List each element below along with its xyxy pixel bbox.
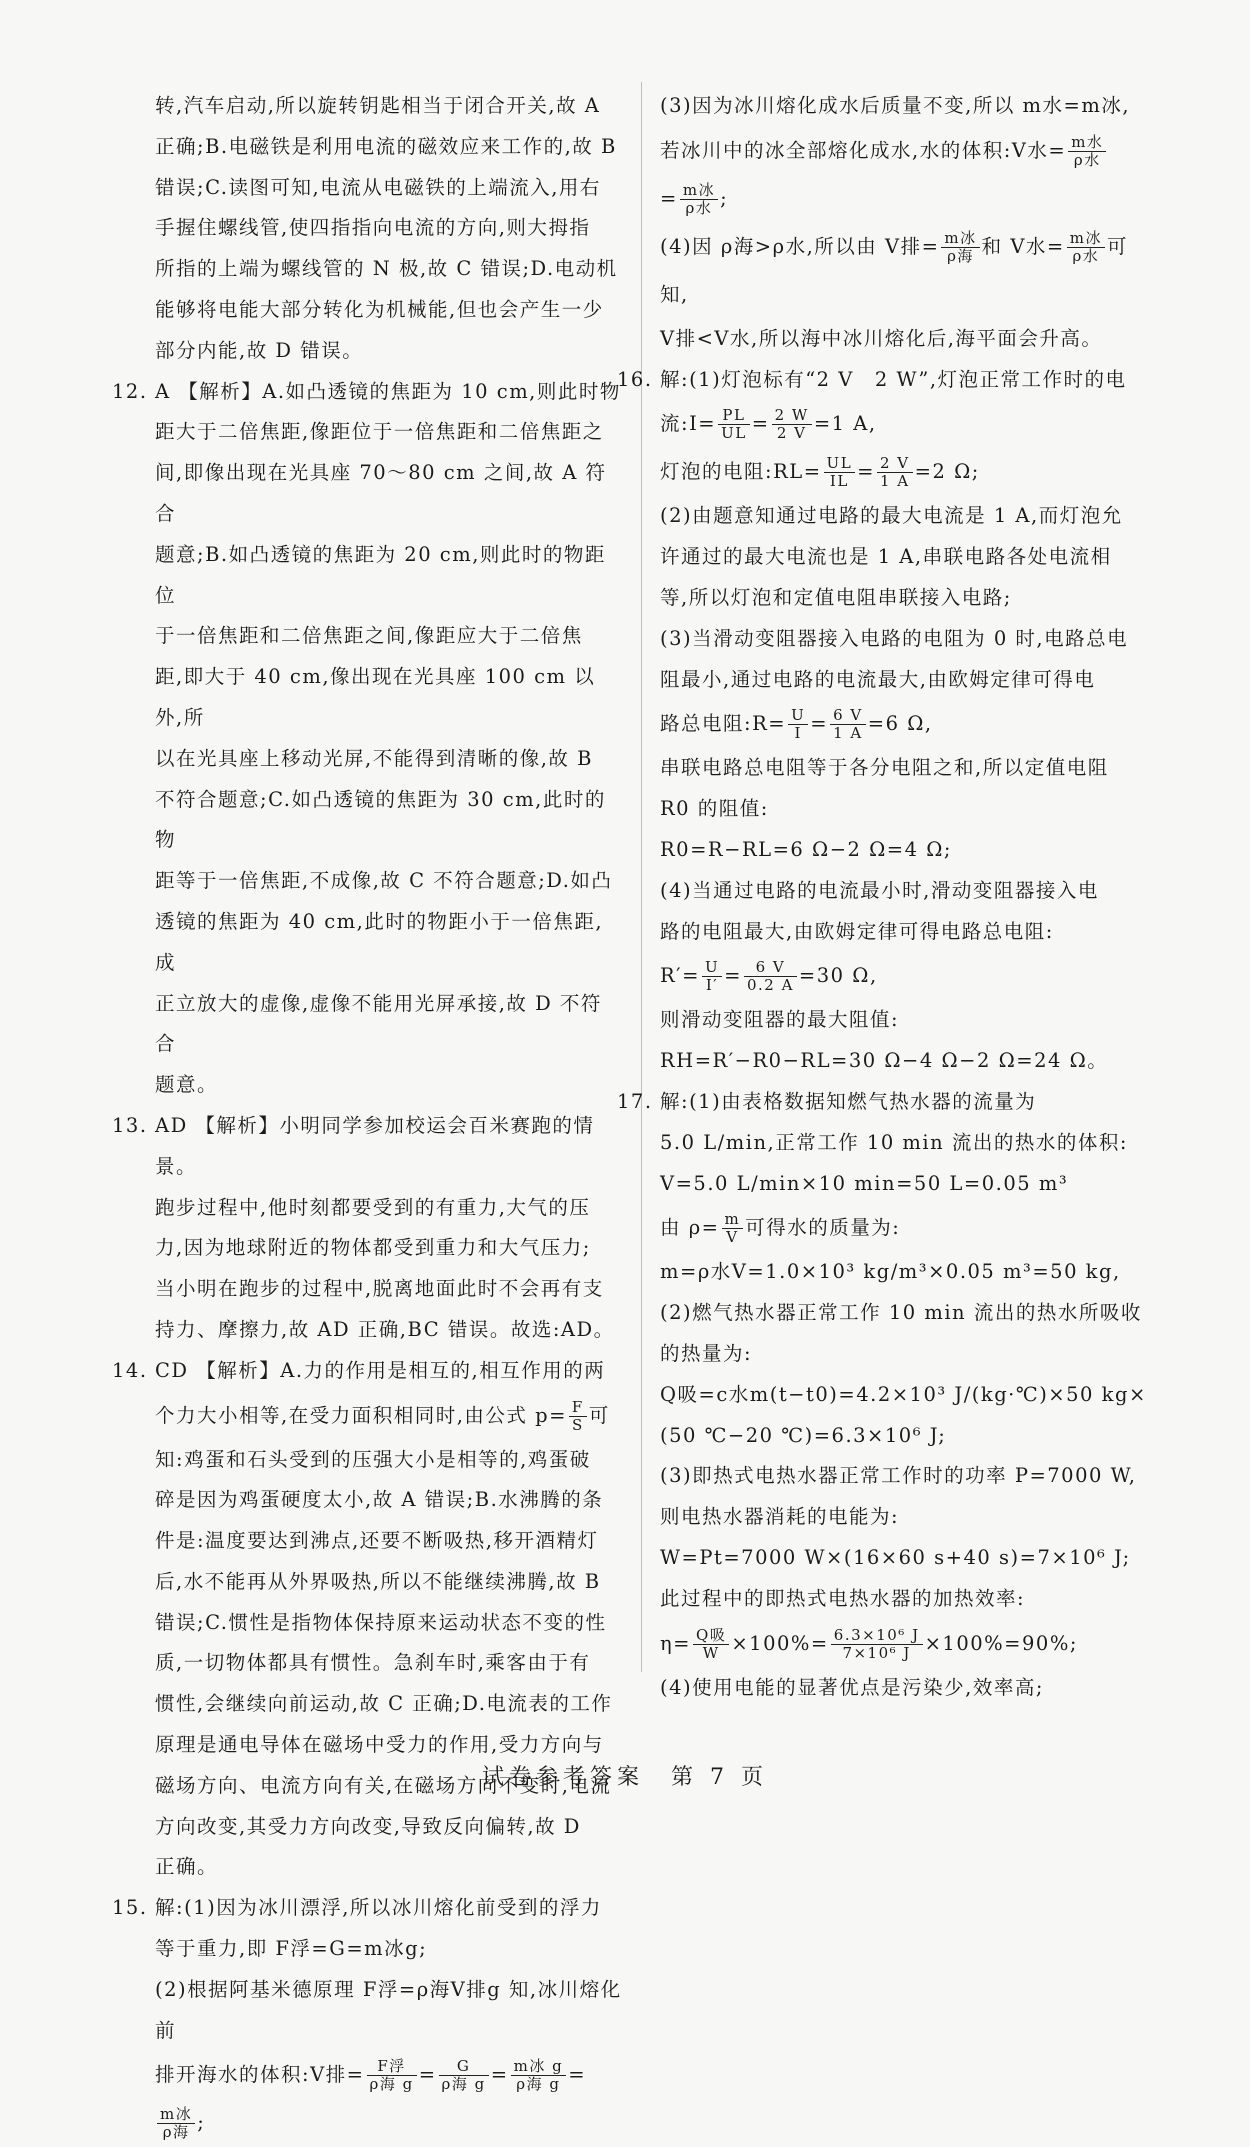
fraction bbox=[702, 959, 722, 994]
text-span: ×100%= bbox=[731, 1631, 829, 1655]
text-line: 串联电路总电阻等于各分电阻之和,所以定值电阻 bbox=[660, 756, 1109, 780]
text-line: 解:(1)因为冰川漂浮,所以冰川熔化前受到的浮力 bbox=[155, 1896, 602, 1920]
text-line: 件是:温度要达到沸点,还要不断吸热,移开酒精灯 bbox=[155, 1529, 599, 1553]
numerator: 2 W bbox=[772, 407, 812, 425]
denominator: V bbox=[726, 1228, 739, 1247]
numerator: UL bbox=[824, 455, 856, 473]
text-line: 解:(1)由表格数据知燃气热水器的流量为 bbox=[660, 1089, 1037, 1113]
text-line: AD 【解析】小明同学参加校运会百米赛跑的情景。 bbox=[155, 1113, 595, 1178]
text-line: 距,即大于 40 cm,像出现在光具座 100 cm 以外,所 bbox=[155, 665, 596, 729]
text-line: R0=R−RL=6 Ω−2 Ω=4 Ω; bbox=[660, 837, 952, 861]
text-span: 和 V水= bbox=[981, 234, 1065, 258]
denominator: 7×10⁶ J bbox=[842, 1643, 911, 1662]
numerator: F bbox=[569, 1399, 587, 1417]
text-span: =30 Ω, bbox=[798, 964, 878, 988]
question-number: 17. bbox=[617, 1089, 653, 1113]
text-line: 力,因为地球附近的物体都受到重力和大气压力; bbox=[155, 1236, 591, 1260]
text-line: (2)燃气热水器正常工作 10 min 流出的热水所吸收 bbox=[660, 1301, 1142, 1325]
fraction bbox=[1068, 134, 1106, 169]
text-line: 能够将电能大部分转化为机械能,但也会产生一少 bbox=[155, 297, 604, 321]
text-line: 手握住螺线管,使四指指向电流的方向,则大拇指 bbox=[155, 216, 591, 240]
numerator: m冰 bbox=[157, 2106, 195, 2124]
text-span: 若冰川中的冰全部熔化成水,水的体积:V水= bbox=[660, 138, 1067, 162]
text-line: 磁场方向、电流方向有关,在磁场方向不变时,电流 bbox=[155, 1773, 612, 1797]
fraction bbox=[830, 707, 866, 742]
denominator: IL bbox=[829, 472, 849, 491]
text-line: V=5.0 L/min×10 min=50 L=0.05 m³ bbox=[660, 1171, 1069, 1195]
text-line: 惯性,会继续向前运动,故 C 正确;D.电流表的工作 bbox=[155, 1692, 613, 1716]
text-line: (3)当滑动变阻器接入电路的电阻为 0 时,电路总电 bbox=[660, 626, 1129, 650]
fraction bbox=[772, 407, 812, 442]
text-line: CD 【解析】A.力的作用是相互的,相互作用的两 bbox=[155, 1358, 606, 1382]
text-span: 可得水的质量为: bbox=[745, 1216, 901, 1240]
text-span: =2 Ω; bbox=[914, 460, 980, 484]
question-15-continued bbox=[660, 86, 1148, 360]
text-span: ; bbox=[197, 2111, 206, 2135]
text-line: 题意。 bbox=[155, 1073, 219, 1097]
fraction bbox=[569, 1399, 587, 1434]
text-span: 可 bbox=[588, 1403, 610, 1427]
numerator: m冰 g bbox=[511, 2058, 567, 2076]
text-span: ; bbox=[720, 186, 729, 210]
text-span: 流:I= bbox=[660, 412, 717, 436]
denominator: ρ海 g bbox=[516, 2075, 561, 2094]
text-line: (50 ℃−20 ℃)=6.3×10⁶ J; bbox=[660, 1423, 947, 1447]
formula-line bbox=[155, 1392, 622, 1440]
question-16 bbox=[617, 360, 1148, 1082]
denominator: 2 V bbox=[776, 424, 807, 443]
text-line: W=Pt=7000 W×(16×60 s+40 s)=7×10⁶ J; bbox=[660, 1545, 1131, 1569]
denominator: ρ海 g bbox=[441, 2075, 486, 2094]
text-line: A 【解析】A.如凸透镜的焦距为 10 cm,则此时物 bbox=[155, 379, 621, 403]
formula-line bbox=[660, 1204, 1148, 1252]
text-line: (2)由题意知通过电路的最大电流是 1 A,而灯泡允 bbox=[660, 504, 1123, 528]
fraction bbox=[788, 707, 808, 742]
fraction bbox=[744, 959, 797, 994]
text-line: m=ρ水V=1.0×10³ kg/m³×0.05 m³=50 kg, bbox=[660, 1260, 1121, 1284]
text-line: 正确;B.电磁铁是利用电流的磁效应来工作的,故 B bbox=[155, 134, 617, 158]
text-line: 阻最小,通过电路的电流最大,由欧姆定律可得电 bbox=[660, 667, 1096, 691]
text-span: 个力大小相等,在受力面积相同时,由公式 p= bbox=[155, 1403, 567, 1427]
numerator: 6 V bbox=[830, 707, 866, 725]
fraction bbox=[831, 1627, 923, 1662]
formula-line bbox=[660, 223, 1148, 319]
text-line: 错误;C.惯性是指物体保持原来运动状态不变的性 bbox=[155, 1610, 607, 1634]
numerator: m冰 bbox=[1067, 230, 1105, 248]
fraction bbox=[722, 1211, 744, 1246]
text-line: 部分内能,故 D 错误。 bbox=[155, 338, 364, 362]
denominator: ρ海 bbox=[162, 2123, 190, 2142]
fraction bbox=[824, 455, 856, 490]
text-span: ×100%=90%; bbox=[924, 1631, 1078, 1655]
text-line: Q吸=c水m(t−t0)=4.2×10³ J/(kg·℃)×50 kg× bbox=[660, 1382, 1147, 1406]
text-line: 间,即像出现在光具座 70～80 cm 之间,故 A 符合 bbox=[155, 461, 607, 525]
text-line: (3)即热式电热水器正常工作时的功率 P=7000 W, bbox=[660, 1464, 1137, 1488]
numerator: 6.3×10⁶ J bbox=[831, 1627, 923, 1645]
text-line: 透镜的焦距为 40 cm,此时的物距小于一倍焦距,成 bbox=[155, 909, 604, 974]
left-column bbox=[112, 86, 622, 2147]
formula-line: 排开海水的体积:V排= $\frac{\text{F浮}}{\text{ρ海 g}}$ = $\frac{G}{\text{ρ海 g}}$ = $\frac{\text{m冰 g}}{\text{ρ海 g}}$ = $\frac{\text{m冰}}{\text{ρ海}}$ ; bbox=[155, 2057, 587, 2142]
formula-line: 流:I= $\frac{PL}{UL}$ = $\frac{2 W}{2 V}$ =1 A, bbox=[660, 406, 877, 443]
numerator: Q吸 bbox=[693, 1627, 729, 1645]
text-span: η= bbox=[660, 1631, 692, 1655]
numerator: U bbox=[788, 707, 808, 725]
text-line: R0 的阻值: bbox=[660, 797, 769, 821]
numerator: m bbox=[722, 1211, 744, 1229]
text-line: (4)使用电能的显著优点是污染少,效率高; bbox=[660, 1675, 1044, 1699]
text-line: 题意;B.如凸透镜的焦距为 20 cm,则此时的物距位 bbox=[155, 542, 606, 607]
denominator: 1 A bbox=[833, 724, 863, 743]
numerator: U bbox=[702, 959, 722, 977]
formula-line: 路总电阻:R= $\frac{U}{I}$ = $\frac{6 V}{1 A}$ =6 Ω, bbox=[660, 706, 933, 743]
text-line: 不符合题意;C.如凸透镜的焦距为 30 cm,此时的物 bbox=[155, 787, 606, 852]
text-line: (2)根据阿基米德原理 F浮=ρ海V排g 知,冰川熔化前 bbox=[155, 1977, 622, 2042]
text-span: (4)因 ρ海>ρ水,所以由 V排= bbox=[660, 234, 940, 258]
fraction bbox=[877, 455, 913, 490]
text-line: 转,汽车启动,所以旋转钥匙相当于闭合开关,故 A bbox=[155, 94, 601, 117]
text-line: 原理是通电导体在磁场中受力的作用,受力方向与 bbox=[155, 1733, 604, 1757]
text-line: 解:(1)灯泡标有“2 V 2 W”,灯泡正常工作时的电 bbox=[660, 367, 1127, 391]
text-line: 所指的上端为螺线管的 N 极,故 C 错误;D.电动机 bbox=[155, 257, 618, 281]
fraction bbox=[439, 2058, 489, 2093]
text-line: 于一倍焦距和二倍焦距之间,像距应大于二倍焦 bbox=[155, 624, 583, 648]
numerator: G bbox=[439, 2058, 489, 2076]
text-span: R′= bbox=[660, 964, 700, 988]
fraction bbox=[1067, 230, 1105, 265]
question-number: 12. bbox=[112, 379, 148, 403]
page-footer: 试卷参考答案 第 7 页 bbox=[482, 1765, 768, 1790]
text-line: 当小明在跑步的过程中,脱离地面此时不会再有支 bbox=[155, 1277, 604, 1301]
text-line: 正立放大的虚像,虚像不能用光屏承接,故 D 不符合 bbox=[155, 991, 602, 1056]
denominator: ρ水 bbox=[1072, 246, 1100, 265]
right-column bbox=[617, 86, 1148, 1708]
text-line: 碎是因为鸡蛋硬度太小,故 A 错误;B.水沸腾的条 bbox=[155, 1488, 604, 1512]
text-line: 路的电阻最大,由欧姆定律可得电路总电阻: bbox=[660, 919, 1054, 943]
numerator: 2 V bbox=[877, 455, 913, 473]
text-line: 质,一切物体都具有惯性。急刹车时,乘客由于有 bbox=[155, 1651, 591, 1675]
question-number: 15. bbox=[112, 1896, 148, 1920]
numerator: 6 V bbox=[744, 959, 797, 977]
text-line: 知:鸡蛋和石头受到的压强大小是相等的,鸡蛋破 bbox=[155, 1447, 591, 1471]
text-line: 5.0 L/min,正常工作 10 min 流出的热水的体积: bbox=[660, 1130, 1128, 1154]
numerator: PL bbox=[718, 407, 750, 425]
text-line: 正确。 bbox=[155, 1855, 219, 1879]
text-line: 跑步过程中,他时刻都要受到的有重力,大气的压 bbox=[155, 1195, 591, 1219]
text-span: 排开海水的体积:V排= bbox=[155, 2063, 365, 2087]
denominator: S bbox=[571, 1415, 584, 1434]
formula-line bbox=[660, 1620, 1148, 1668]
text-span: 路总电阻:R= bbox=[660, 712, 787, 736]
text-line: 则电热水器消耗的电能为: bbox=[660, 1505, 900, 1529]
fraction bbox=[718, 407, 750, 442]
formula-line bbox=[660, 127, 1148, 175]
text-line: 后,水不能再从外界吸热,所以不能继续沸腾,故 B bbox=[155, 1569, 601, 1593]
fraction bbox=[511, 2058, 567, 2093]
text-line: V排<V水,所以海中冰川熔化后,海平面会升高。 bbox=[660, 326, 1103, 350]
numerator: m冰 bbox=[680, 182, 718, 200]
text-line: 此过程中的即热式电热水器的加热效率: bbox=[660, 1586, 1026, 1610]
text-span: =6 Ω, bbox=[867, 712, 933, 736]
formula-line: R′= $\frac{U}{I'}$ = $\frac{6 V}{0.2 A}$ =30 Ω, bbox=[660, 958, 878, 995]
text-span: 可知, bbox=[660, 234, 1129, 306]
fraction bbox=[693, 1627, 729, 1662]
denominator: UL bbox=[721, 424, 747, 443]
denominator: ρ水 bbox=[1073, 150, 1101, 169]
text-line: 的热量为: bbox=[660, 1341, 753, 1365]
question-number: 14. bbox=[112, 1358, 148, 1382]
denominator: ρ水 bbox=[685, 198, 713, 217]
question-15 bbox=[112, 1888, 622, 2147]
text-line: 则滑动变阻器的最大阻值: bbox=[660, 1008, 900, 1032]
fraction bbox=[941, 230, 979, 265]
question-17 bbox=[617, 1082, 1148, 1708]
text-line: 以在光具座上移动光屏,不能得到清晰的像,故 B bbox=[155, 746, 593, 770]
formula-line: 灯泡的电阻:RL= $\frac{UL}{IL}$ = $\frac{2 V}{1 A}$ =2 Ω; bbox=[660, 454, 980, 491]
fraction bbox=[680, 182, 718, 217]
question-12 bbox=[112, 372, 622, 1106]
text-line: 方向改变,其受力方向改变,导致反向偏转,故 D bbox=[155, 1814, 581, 1838]
question-14 bbox=[112, 1351, 622, 1889]
text-line: 距大于二倍焦距,像距位于一倍焦距和二倍焦距之 bbox=[155, 420, 604, 444]
text-line: 距等于一倍焦距,不成像,故 C 不符合题意;D.如凸 bbox=[155, 869, 613, 893]
text-line: 等于重力,即 F浮=G=m冰g; bbox=[155, 1937, 428, 1961]
fraction bbox=[367, 2058, 417, 2093]
denominator: I bbox=[794, 724, 802, 743]
text-line: 许通过的最大电流也是 1 A,串联电路各处电流相 bbox=[660, 545, 1112, 569]
text-line: 持力、摩擦力,故 AD 正确,BC 错误。故选:AD。 bbox=[155, 1317, 615, 1341]
denominator: 1 A bbox=[880, 472, 910, 491]
question-number: 13. bbox=[112, 1113, 148, 1137]
numerator: F浮 bbox=[367, 2058, 417, 2076]
text-span: 由 ρ= bbox=[660, 1216, 720, 1240]
fraction bbox=[157, 2106, 195, 2141]
text-line: (3)因为冰川熔化成水后质量不变,所以 m水=m冰, bbox=[660, 94, 1131, 117]
question-13 bbox=[112, 1106, 622, 1351]
question-number: 16. bbox=[617, 367, 653, 391]
text-line: 等,所以灯泡和定值电阻串联接入电路; bbox=[660, 585, 1012, 609]
denominator: W bbox=[702, 1643, 720, 1662]
denominator: ρ海 g bbox=[369, 2075, 414, 2094]
denominator: ρ海 bbox=[947, 246, 974, 265]
text-line: (4)当通过电路的电流最小时,滑动变阻器接入电 bbox=[660, 878, 1099, 902]
numerator: m水 bbox=[1068, 134, 1106, 152]
formula-line: = $\frac{\text{m冰}}{\text{ρ水}}$ ; bbox=[660, 180, 729, 217]
denominator: I′ bbox=[705, 976, 719, 995]
q11-continuation bbox=[112, 86, 622, 372]
denominator: 0.2 A bbox=[746, 976, 794, 995]
text-span: =1 A, bbox=[813, 412, 877, 436]
text-line: RH=R′−R0−RL=30 Ω−4 Ω−2 Ω=24 Ω。 bbox=[660, 1049, 1109, 1073]
text-span: 灯泡的电阻:RL= bbox=[660, 460, 822, 484]
text-line: 错误;C.读图可知,电流从电磁铁的上端流入,用右 bbox=[155, 175, 601, 199]
numerator: m冰 bbox=[941, 230, 979, 248]
